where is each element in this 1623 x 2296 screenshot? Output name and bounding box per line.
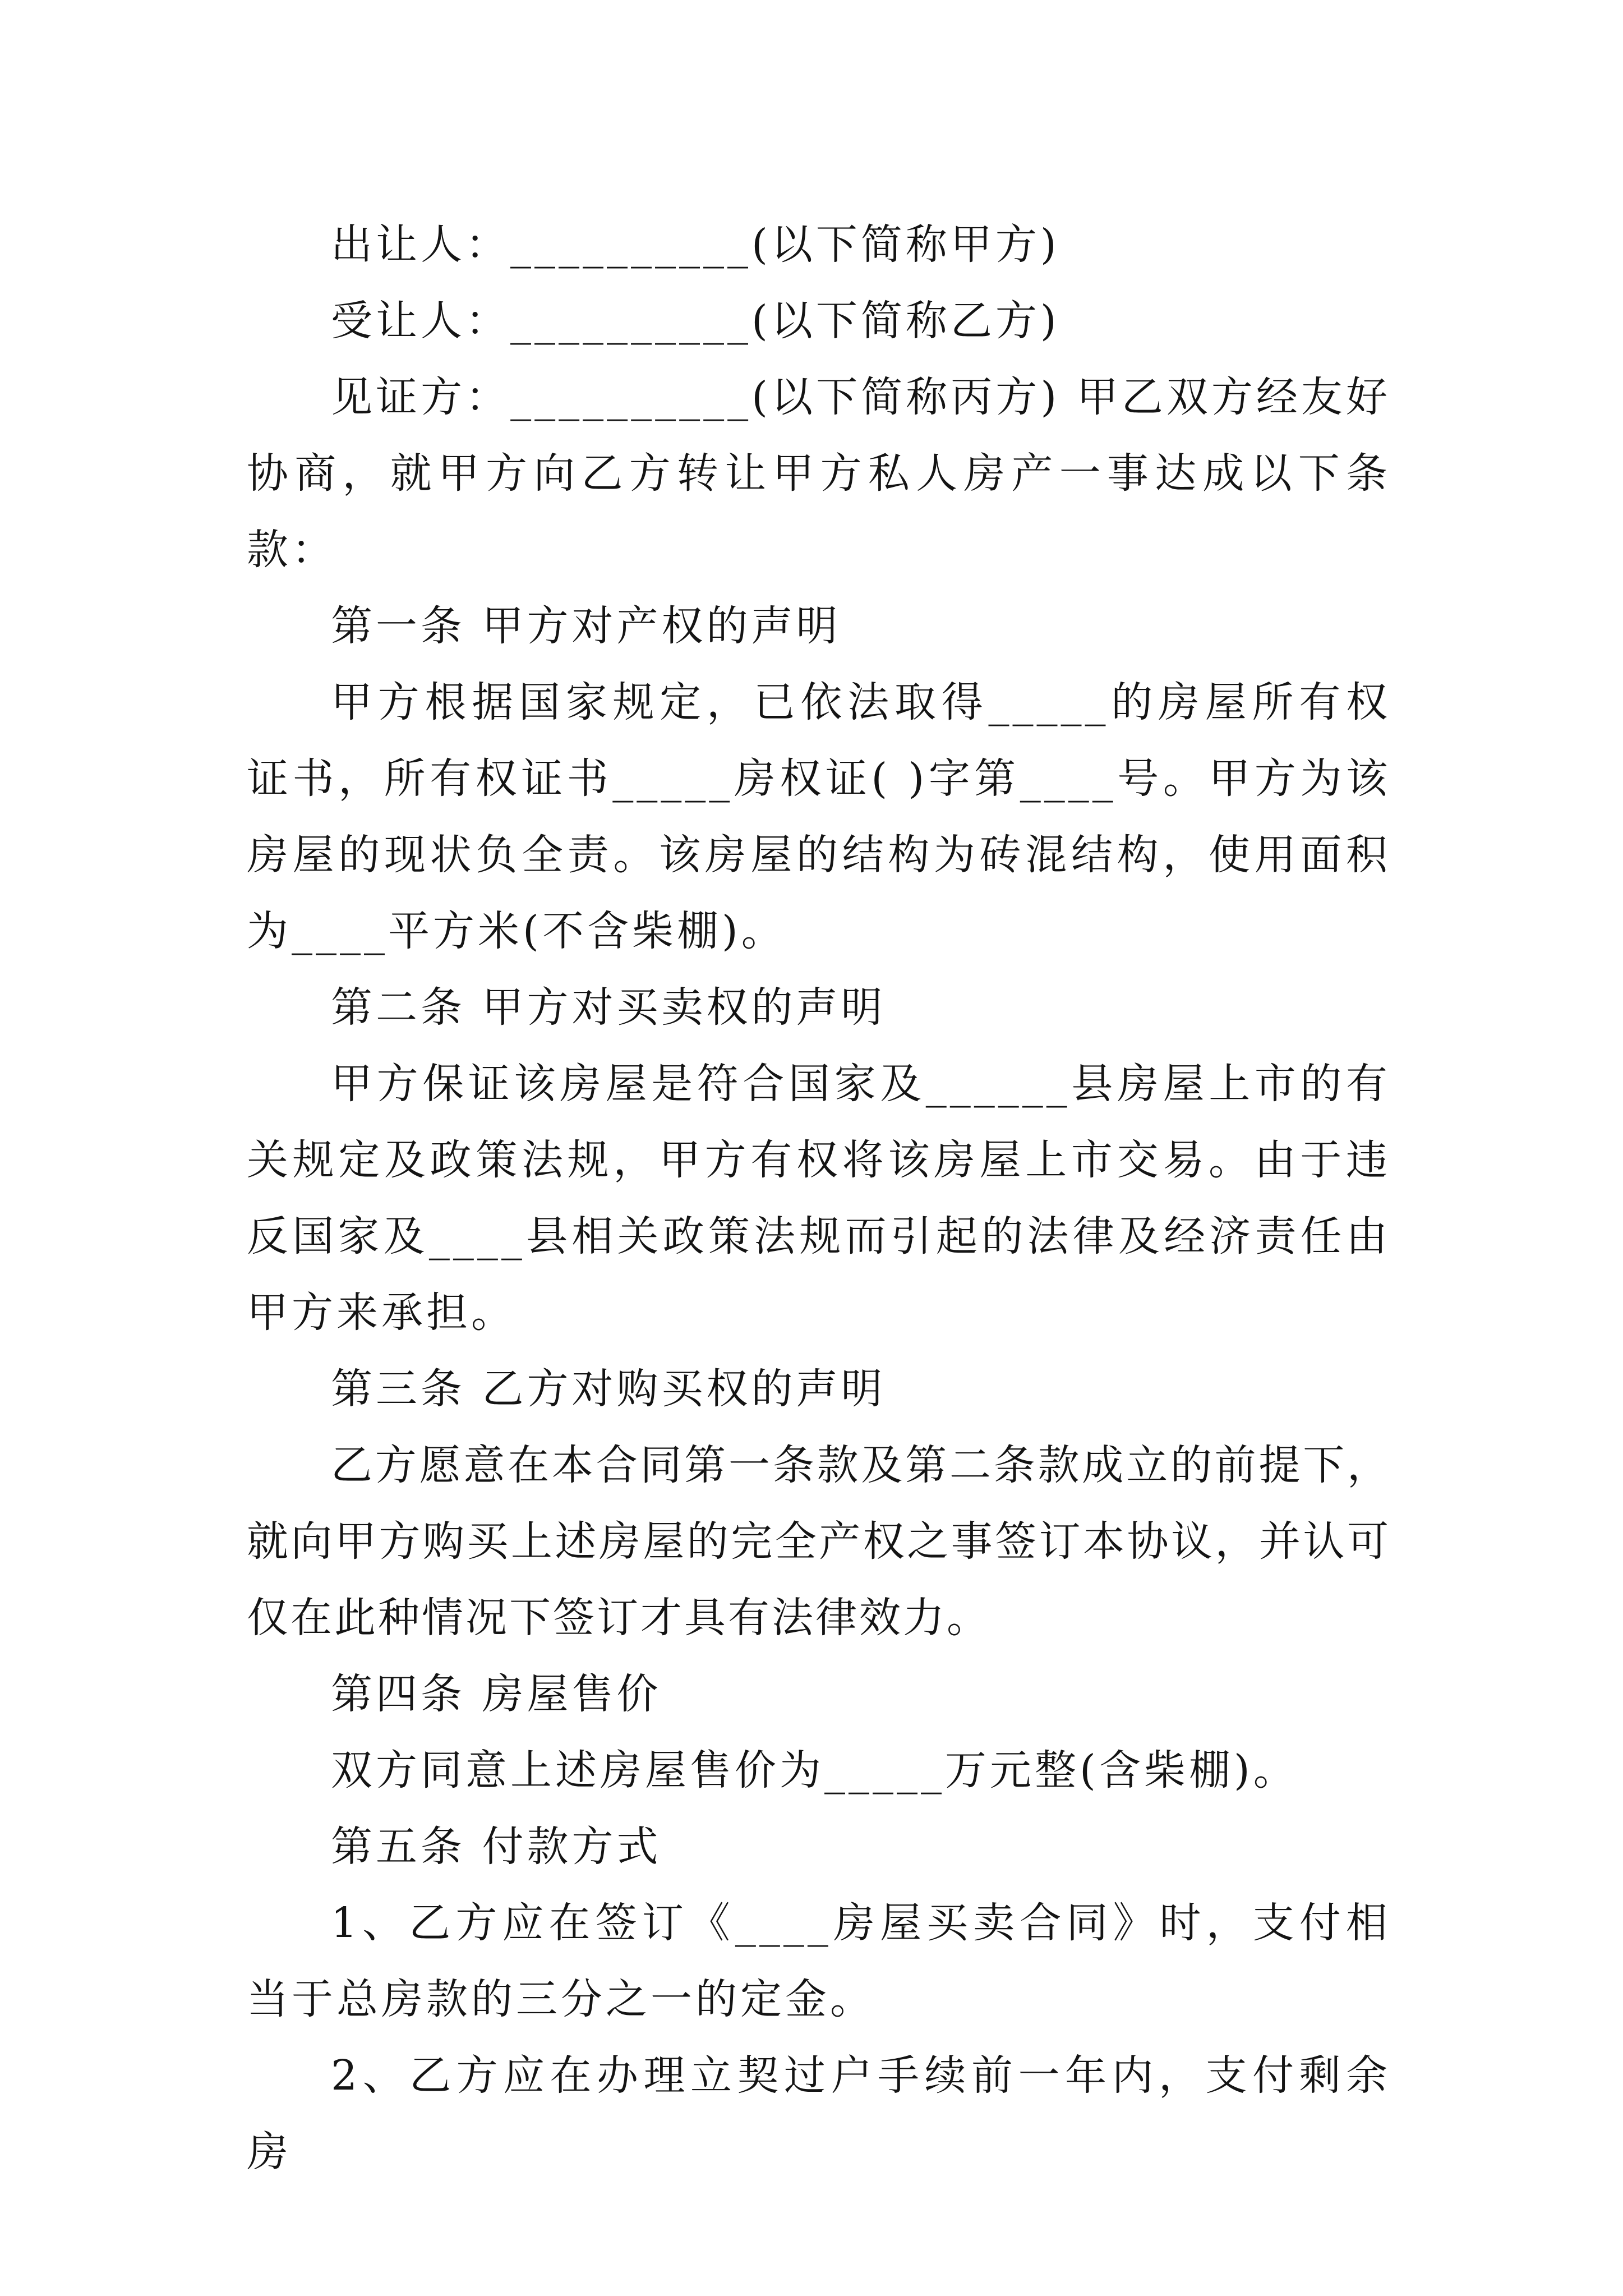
paragraph-witness: 见证方：__________(以下简称丙方) 甲乙双方经友好协商，就甲方向乙方转让甲方私人房产一事达成以下条款： (247, 373, 1391, 574)
clause-4-heading: 第四条 房屋售价 (331, 1670, 662, 1718)
clause-2-heading: 第二条 甲方对买卖权的声明 (331, 983, 886, 1032)
clause-3-body: 乙方愿意在本合同第一条款及第二条款成立的前提下，就向甲方购买上述房屋的完全产权之事签订本协议，并认可仅在此种情况下签订才具有法律效力。 (247, 1441, 1391, 1642)
clause-5-heading: 第五条 付款方式 (331, 1823, 662, 1871)
clause-1-body: 甲方根据国家规定，已依法取得_____的房屋所有权证书，所有权证书_____房权证( )字第____号。甲方为该房屋的现状负全责。该房屋的结构为砖混结构，使用面积为____平方米(不含柴棚)。 (247, 678, 1391, 955)
document-body (247, 206, 1391, 2190)
clause-3-heading: 第三条 乙方对购买权的声明 (331, 1365, 886, 1413)
clause-1-heading: 第一条 甲方对产权的声明 (331, 602, 841, 650)
clause-2-body: 甲方保证该房屋是符合国家及______县房屋上市的有关规定及政策法规，甲方有权将该房屋上市交易。由于违反国家及____县相关政策法规而引起的法律及经济责任由甲方来承担。 (247, 1060, 1391, 1337)
clause-5-item-2: 2、乙方应在办理立契过户手续前一年内，支付剩余房 (247, 2051, 1391, 2176)
clause-5-item-1: 1、乙方应在签订《____房屋买卖合同》时，支付相当于总房款的三分之一的定金。 (247, 1899, 1391, 2023)
paragraph-seller: 出让人：__________(以下简称甲方) (331, 220, 1060, 269)
clause-4-body: 双方同意上述房屋售价为_____万元整(含柴棚)。 (331, 1746, 1298, 1795)
paragraph-buyer: 受让人：__________(以下简称乙方) (331, 297, 1060, 345)
